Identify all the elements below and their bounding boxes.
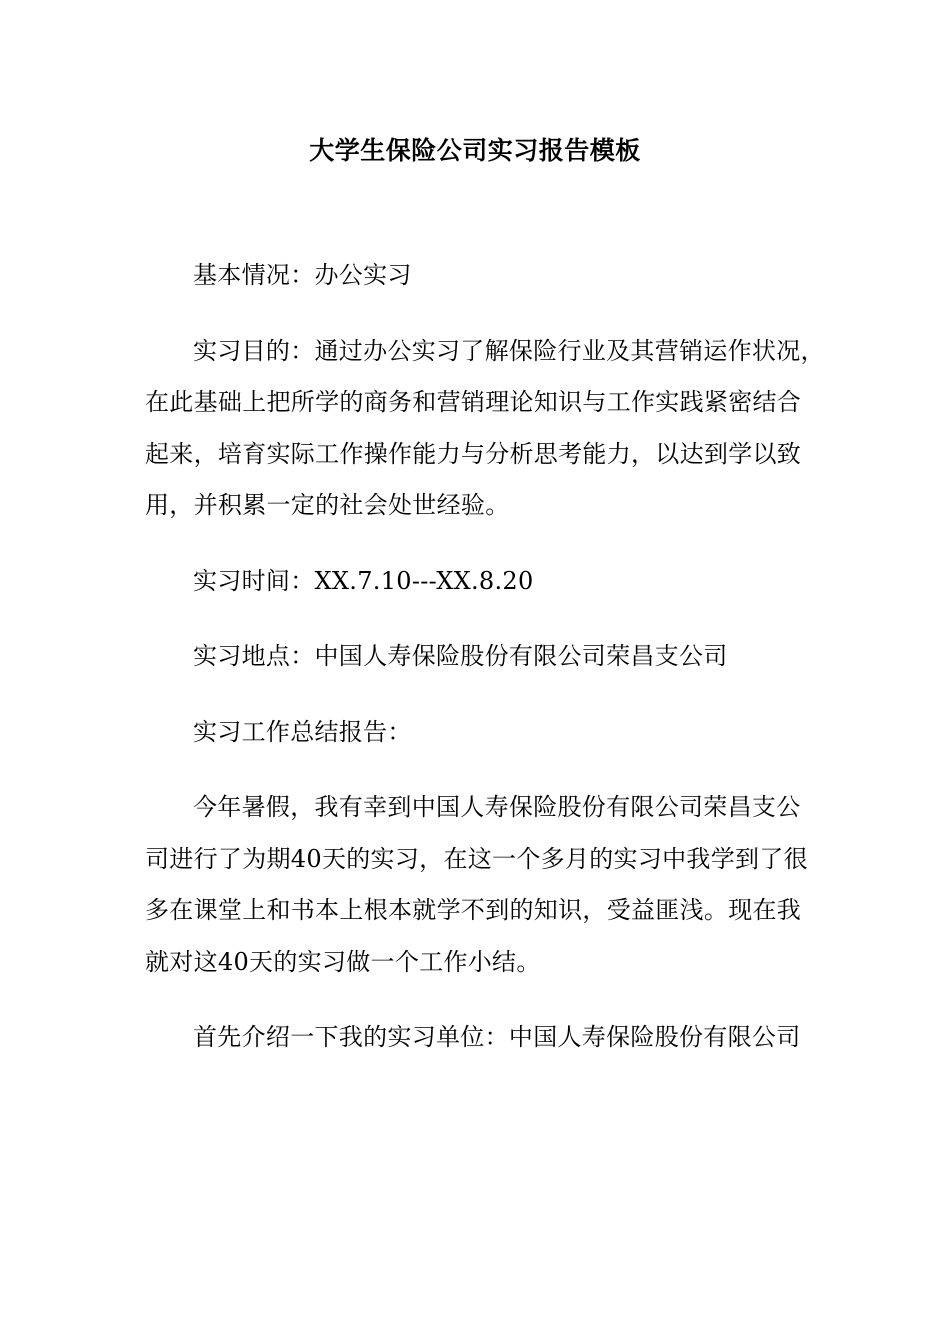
text-line: 实习目的：通过办公实习了解保险行业及其营销运作状况， [193,336,825,365]
text-line: 司进行了为期40天的实习，在这一个多月的实习中我学到了很 [145,844,808,873]
paragraph-time [145,556,825,608]
text-line: 实习工作总结报告： [193,717,412,746]
paragraph-basic-info [145,250,825,302]
text-line: 今年暑假，我有幸到中国人寿保险股份有限公司荣昌支公 [193,793,801,821]
paragraph-purpose [145,326,825,532]
text-line: 起来，培育实际工作操作能力与分析思考能力，以达到学以致 [145,439,802,468]
text-line: 首先介绍一下我的实习单位：中国人寿保险股份有限公司 [193,1023,801,1051]
paragraph-report-heading [145,707,825,759]
paragraph-summary [145,782,825,988]
paragraph-location [145,631,825,683]
text-line: 多在课堂上和书本上根本就学不到的知识，受益匪浅。现在我 [145,896,802,924]
text-line: 实习时间：XX.7.10---XX.8.20 [193,566,534,595]
text-line: 就对这40天的实习做一个工作小结。 [145,947,541,976]
document-body [145,250,825,1088]
text-line: 基本情况：办公实习 [193,261,412,289]
document-title: 大学生保险公司实习报告模板 [309,136,641,165]
text-line: 实习地点：中国人寿保险股份有限公司荣昌支公司 [193,642,728,670]
text-line: 用，并积累一定的社会处世经验。 [145,491,510,519]
text-line: 在此基础上把所学的商务和营销理论知识与工作实践紧密结合 [145,388,802,416]
paragraph-unit-intro [145,1012,825,1064]
